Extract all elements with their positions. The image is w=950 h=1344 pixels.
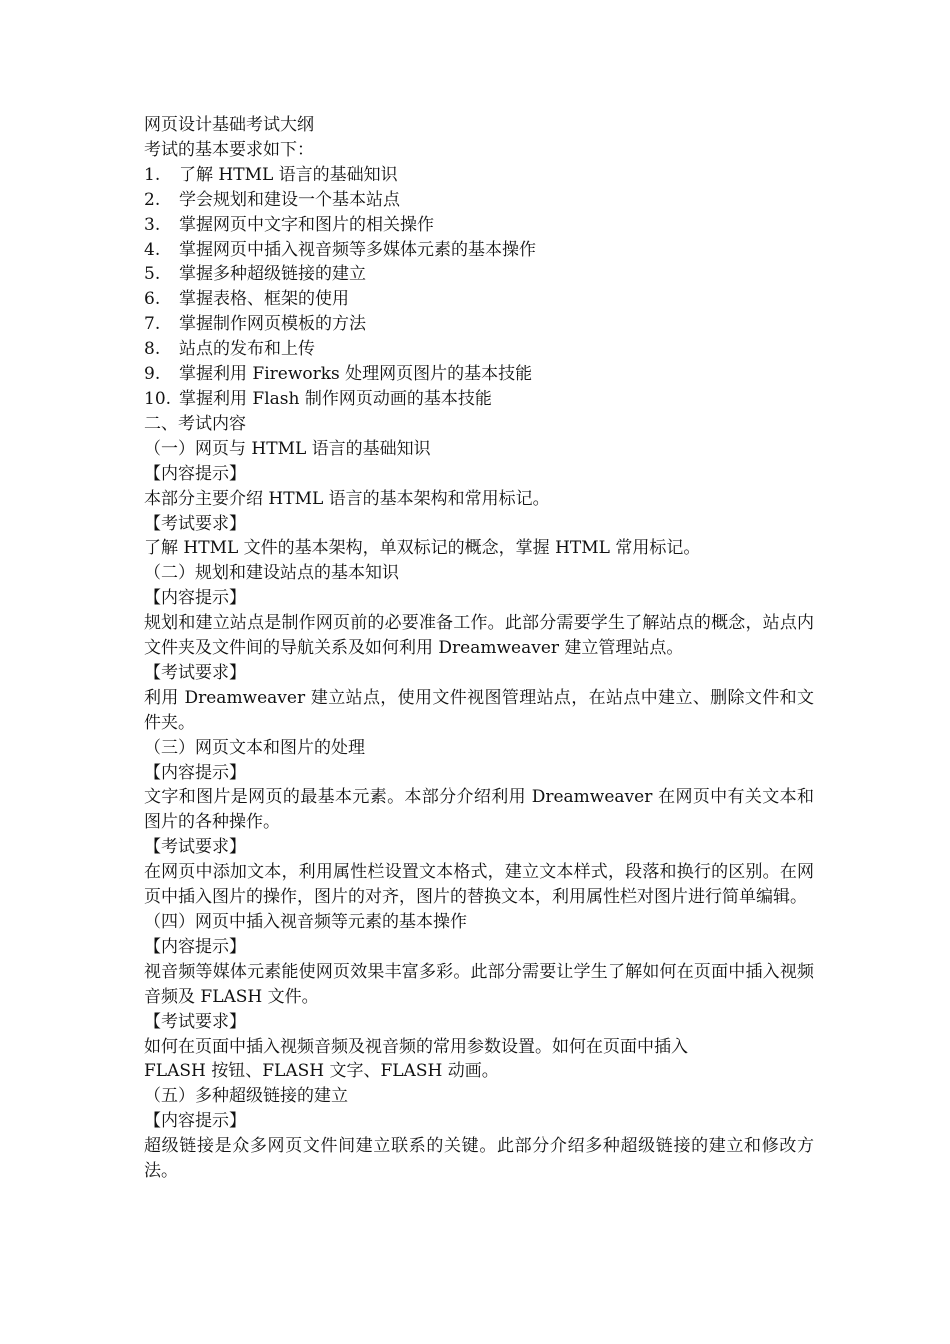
list-item xyxy=(144,238,814,263)
requirement-label: 【考试要求】 xyxy=(144,1011,246,1032)
hint-label: 【内容提示】 xyxy=(144,588,246,609)
list-item xyxy=(144,262,814,287)
list-item xyxy=(144,337,814,362)
list-text: 掌握制作网页模板的方法 xyxy=(179,314,366,335)
list-number: 8. xyxy=(144,339,161,360)
requirements-heading: 考试的基本要求如下： xyxy=(144,139,314,160)
list-item xyxy=(144,387,814,412)
list-item xyxy=(144,213,814,238)
document-title: 网页设计基础考试大纲 xyxy=(144,115,314,135)
list-number: 10. xyxy=(144,388,172,409)
subsection-heading: （五）多种超级链接的建立 xyxy=(144,1086,348,1107)
subsection-2 xyxy=(144,561,814,735)
section-heading: 二、考试内容 xyxy=(144,413,246,434)
list-text: 了解 HTML 语言的基础知识 xyxy=(179,164,398,185)
requirement-label: 【考试要求】 xyxy=(144,513,246,534)
list-text: 掌握表格、框架的使用 xyxy=(179,289,349,310)
requirements-list xyxy=(144,163,814,412)
hint-text: 本部分主要介绍 HTML 语言的基本架构和常用标记。 xyxy=(144,488,550,509)
hint-text: 超级链接是众多网页文件间建立联系的关键。此部分介绍多种超级链接的建立和修改方法。 xyxy=(144,1136,814,1182)
document-body xyxy=(144,113,814,1184)
list-item xyxy=(144,163,814,188)
subsection-4 xyxy=(144,910,814,1084)
requirement-text: 利用 Dreamweaver 建立站点，使用文件视图管理站点，在站点中建立、删除文件和文件夹。 xyxy=(144,687,814,733)
hint-label: 【内容提示】 xyxy=(144,1111,246,1132)
requirement-text-line-2: FLASH 按钮、FLASH 文字、FLASH 动画。 xyxy=(144,1061,499,1082)
list-number: 6. xyxy=(144,289,161,310)
hint-label: 【内容提示】 xyxy=(144,936,246,957)
list-number: 3. xyxy=(144,214,161,235)
list-text: 掌握多种超级链接的建立 xyxy=(179,264,366,285)
hint-label: 【内容提示】 xyxy=(144,762,246,783)
list-number: 7. xyxy=(144,314,161,335)
list-text: 掌握网页中插入视音频等多媒体元素的基本操作 xyxy=(179,239,536,260)
requirement-label: 【考试要求】 xyxy=(144,662,246,683)
subsection-heading: （二）规划和建设站点的基本知识 xyxy=(144,563,399,584)
list-text: 掌握利用 Flash 制作网页动画的基本技能 xyxy=(179,388,492,409)
subsection-heading: （一）网页与 HTML 语言的基础知识 xyxy=(144,438,431,459)
subsection-5 xyxy=(144,1084,814,1184)
list-text: 站点的发布和上传 xyxy=(179,339,315,360)
requirement-label: 【考试要求】 xyxy=(144,837,246,858)
list-item xyxy=(144,312,814,337)
hint-text: 视音频等媒体元素能使网页效果丰富多彩。此部分需要让学生了解如何在页面中插入视频音频及 FLASH 文件。 xyxy=(144,961,814,1007)
hint-label: 【内容提示】 xyxy=(144,463,246,484)
subsection-3 xyxy=(144,736,814,910)
list-item xyxy=(144,362,814,387)
hint-text: 文字和图片是网页的最基本元素。本部分介绍利用 Dreamweaver 在网页中有关文本和图片的各种操作。 xyxy=(144,787,814,833)
requirement-text: 在网页中添加文本，利用属性栏设置文本格式，建立文本样式，段落和换行的区别。在网页中插入图片的操作，图片的对齐，图片的替换文本，利用属性栏对图片进行简单编辑。 xyxy=(144,862,814,908)
hint-text: 规划和建立站点是制作网页前的必要准备工作。此部分需要学生了解站点的概念，站点内文件夹及文件间的导航关系及如何利用 Dreamweaver 建立管理站点。 xyxy=(144,613,814,659)
subsection-heading: （四）网页中插入视音频等元素的基本操作 xyxy=(144,912,467,932)
subsection-1 xyxy=(144,437,814,562)
list-number: 2. xyxy=(144,189,161,210)
list-item xyxy=(144,188,814,213)
subsection-heading: （三）网页文本和图片的处理 xyxy=(144,737,365,758)
list-item xyxy=(144,287,814,312)
requirement-text-line-1: 如何在页面中插入视频音频及视音频的常用参数设置。如何在页面中插入 xyxy=(144,1036,688,1057)
list-number: 9. xyxy=(144,364,161,385)
list-number: 5. xyxy=(144,264,161,285)
list-number: 1. xyxy=(144,164,161,185)
list-text: 掌握利用 Fireworks 处理网页图片的基本技能 xyxy=(179,364,533,385)
list-text: 掌握网页中文字和图片的相关操作 xyxy=(179,214,434,235)
list-text: 学会规划和建设一个基本站点 xyxy=(179,189,400,210)
requirement-text: 了解 HTML 文件的基本架构，单双标记的概念，掌握 HTML 常用标记。 xyxy=(144,538,701,559)
list-number: 4. xyxy=(144,239,161,260)
